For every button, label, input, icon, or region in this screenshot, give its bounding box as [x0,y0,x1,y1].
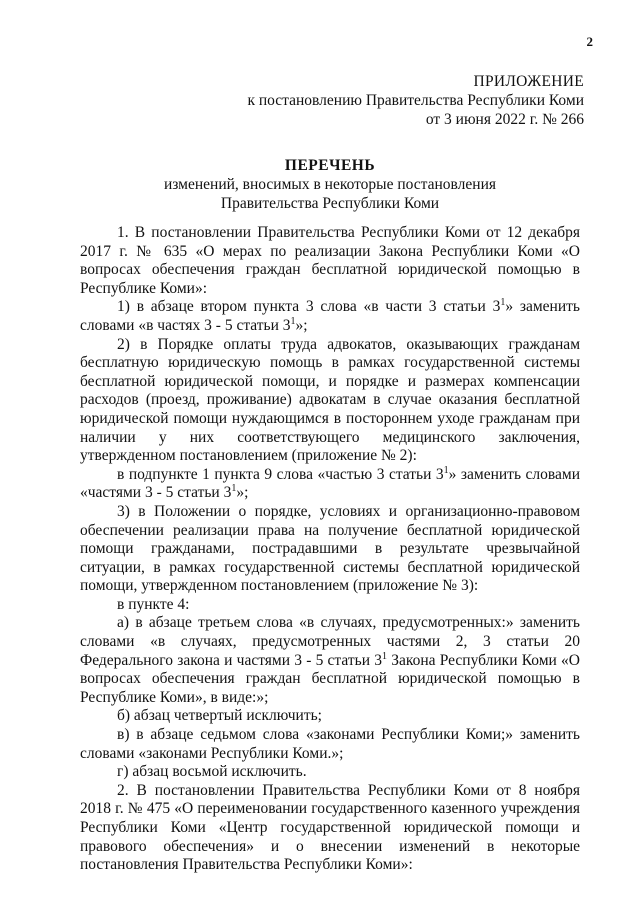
superscript: 1 [290,315,296,327]
paragraph-4-part-a: в подпункте 1 пункта 9 слова «частью 3 статьи 3 [117,465,444,483]
document-title: ПЕРЕЧЕНЬ [284,157,376,174]
paragraph-2-part-c: »; [295,316,308,334]
superscript: 1 [381,650,387,662]
paragraph-2-part-b: » заменить словами «в частях 3 - 5 статьи 3 [80,298,580,334]
paragraph-2 [80,298,580,335]
superscript: 1 [443,464,449,476]
document-body [80,224,580,875]
appendix-block [164,72,584,129]
paragraph-3: 2) в Порядке оплаты труда адвокатов, оказывающих гражданам бесплатную юридическую помощь в рамках государственной системы бесплатной юридической помощи, и порядке и размерах компенсации расходов (проезд, проживание) адвокатам в случае оказания бесплатной юридической помощи нуждающимся в постороннем уходе гражданам при наличии у них соответствующего медицинского заключения, утвержденном постановлением (приложение № 2): [80,335,580,465]
paragraph-9: в) в абзаце седьмом слова «законами Республики Коми;» заменить словами «законами Республики Коми.»; [80,726,580,762]
appendix-label: ПРИЛОЖЕНИЕ [473,73,584,90]
paragraph-7 [80,614,580,707]
paragraph-1: 1. В постановлении Правительства Республики Коми от 12 декабря 2017 г. № 635 «О мерах по реализации Закона Республики Коми «О вопросах обеспечения граждан бесплатной юридической помощью в Республике Коми»: [80,224,580,297]
paragraph-11: 2. В постановлении Правительства Республики Коми от 8 ноября 2018 г. № 475 «О переименовании государственного казенного учреждения Республики Коми «Центр государственной юридической помощи и правового обеспечения» и о внесении изменений в некоторые постановления Правительства Республики Коми»: [80,781,580,874]
paragraph-6: в пункте 4: [117,595,190,613]
paragraph-2-part-a: 1) в абзаце втором пункта 3 слова «в части 3 статьи 3 [117,298,501,316]
paragraph-7-part-a: а) в абзаце третьем слова «в случаях, предусмотренных:» заменить словами «в случаях, предусмотренных частями 2, 3 статьи 20 Федерального закона и частями 3 - 5 статьи 3 [80,614,580,669]
superscript: 1 [231,483,237,495]
heading-block [60,156,600,213]
paragraph-4-part-b: » заменить словами «частями 3 - 5 статьи 3 [80,465,580,502]
document-subtitle-1: изменений, вносимых в некоторые постановления [163,176,496,193]
appendix-line-2: от 3 июня 2022 г. № 266 [425,111,584,128]
paragraph-10: г) абзац восьмой исключить. [117,763,307,781]
document-subtitle-2: Правительства Республики Коми [220,195,440,212]
superscript: 1 [500,297,506,309]
paragraph-8: б) абзац четвертый исключить; [117,707,322,725]
paragraph-4 [80,466,580,503]
page-number: 2 [586,34,593,49]
paragraph-5: 3) в Положении о порядке, условиях и организационно-правовом обеспечении реализации права на получение бесплатной юридической помощи гражданами, пострадавшими в результате чрезвычайной ситуации, в рамках государственной системы бесплатной юридической помощи, утвержденном постановлением (приложение № 3): [80,502,580,595]
paragraph-7-part-b: Закона Республики Коми «О вопросах обеспечения граждан бесплатной юридической помощью в Республике Коми», в виде:»; [80,651,581,706]
paragraph-4-part-c: »; [236,484,249,502]
appendix-line-1: к постановлению Правительства Республики Коми [247,92,584,109]
